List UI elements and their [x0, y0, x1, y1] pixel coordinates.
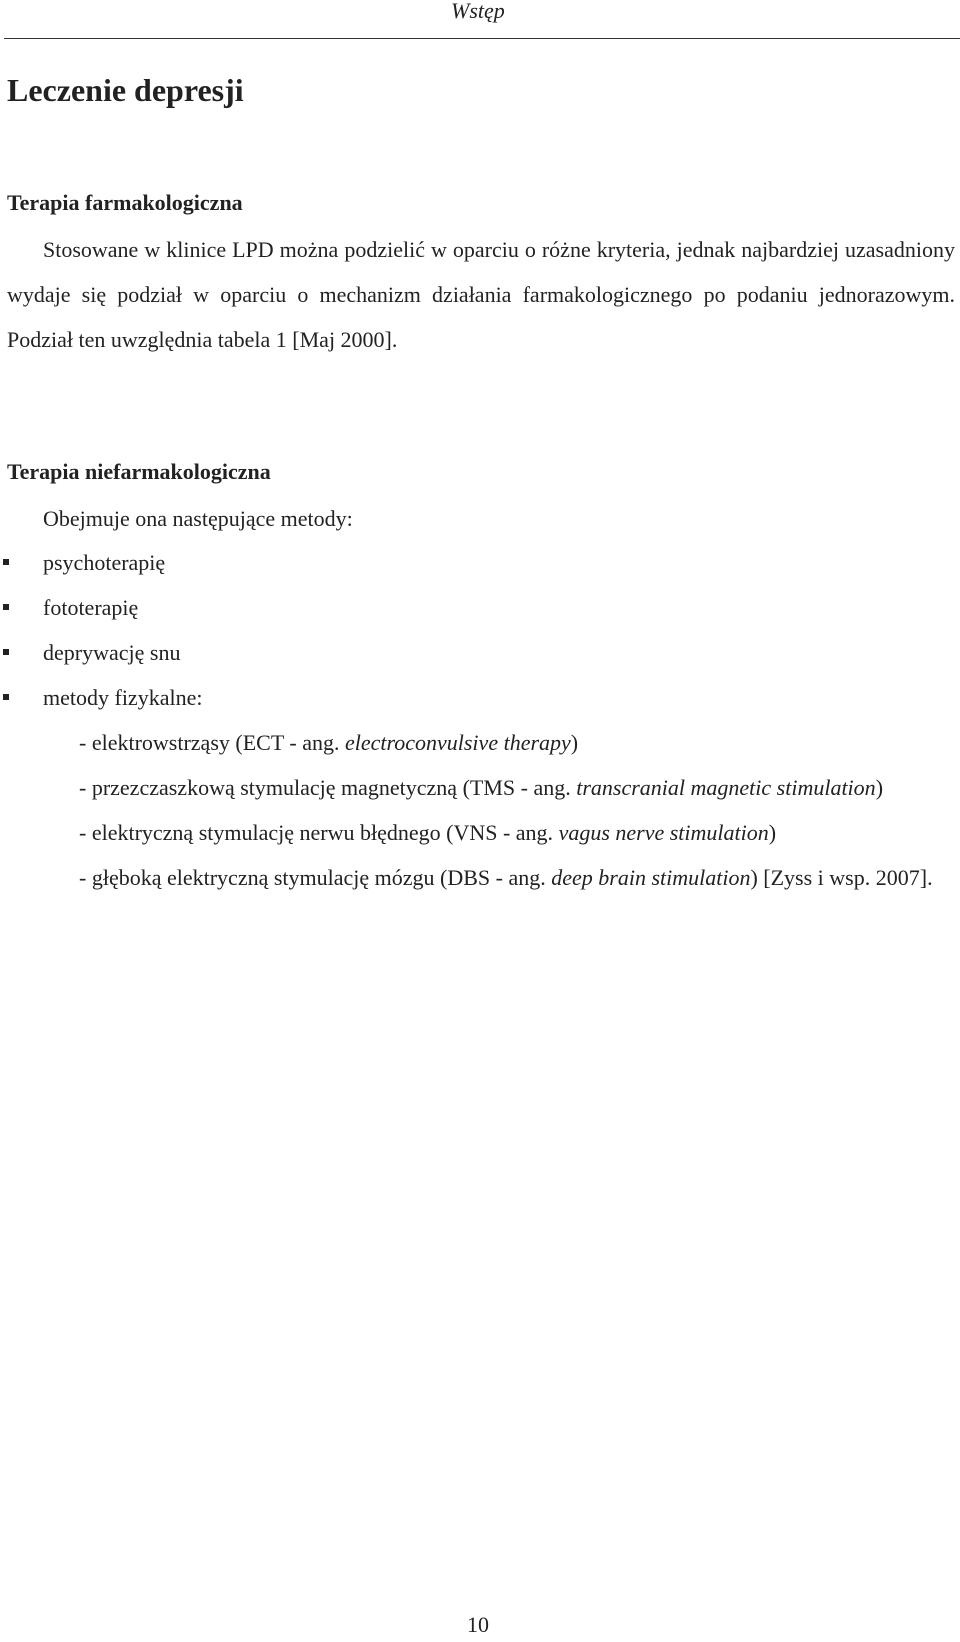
sub-item-english-term: vagus nerve stimulation: [558, 820, 769, 845]
header-rule: [4, 38, 960, 39]
sub-list-item: [79, 765, 955, 810]
list-item: [0, 630, 940, 675]
sub-list-item: [79, 855, 955, 900]
sub-item-suffix: ): [570, 730, 579, 755]
sub-list-item: [79, 810, 955, 855]
running-header: [0, 0, 960, 40]
sub-item-suffix: ): [768, 820, 777, 845]
sub-item-text: - elektrowstrząsy (ECT - ang.: [79, 730, 345, 755]
page-title: Leczenie depresji: [7, 72, 244, 108]
sub-item-text: - głęboką elektryczną stymulację mózgu (DBS - ang.: [79, 865, 552, 890]
list-item-label: metody fizykalne:: [43, 685, 203, 710]
physical-methods-list: [79, 720, 955, 900]
section-heading-pharmacological: Terapia farmakologiczna: [7, 190, 243, 215]
square-bullet-icon: [3, 694, 9, 700]
sub-item-english-term: deep brain stimulation: [551, 865, 751, 890]
list-item-label: fototerapię: [43, 595, 139, 620]
sub-item-suffix: ): [875, 775, 884, 800]
list-item: [0, 540, 940, 585]
page-number: 10: [467, 1612, 489, 1637]
paragraph-pharmacological: Stosowane w klinice LPD można podzielić w oparciu o różne kryteria, jednak najbardziej uzasadniony wydaje się podział w oparciu o mechanizm działania farmakologicznego po podaniu jednorazowym. Podział ten uwzględnia tabela 1 [Maj 2000].: [7, 237, 955, 352]
sub-item-english-term: transcranial magnetic stimulation: [576, 775, 876, 800]
sub-list-item: [79, 720, 955, 765]
list-item: [0, 675, 940, 720]
sub-item-text: - przezczaszkową stymulację magnetyczną (TMS - ang.: [79, 775, 577, 800]
square-bullet-icon: [3, 649, 9, 655]
square-bullet-icon: [3, 604, 9, 610]
sub-item-suffix: ) [Zyss i wsp. 2007].: [750, 865, 933, 890]
sub-item-text: - elektryczną stymulację nerwu błędnego (VNS - ang.: [79, 820, 559, 845]
list-item-label: deprywację snu: [43, 640, 181, 665]
list-item-label: psychoterapię: [43, 550, 166, 575]
methods-list: [0, 540, 940, 720]
paragraph-nonpharmacological: Obejmuje ona następujące metody:: [43, 506, 353, 531]
list-item: [0, 585, 940, 630]
square-bullet-icon: [3, 559, 9, 565]
running-header-title: Wstęp: [451, 0, 505, 23]
section-heading-nonpharmacological: Terapia niefarmakologiczna: [7, 459, 271, 484]
sub-item-english-term: electroconvulsive therapy: [344, 730, 571, 755]
